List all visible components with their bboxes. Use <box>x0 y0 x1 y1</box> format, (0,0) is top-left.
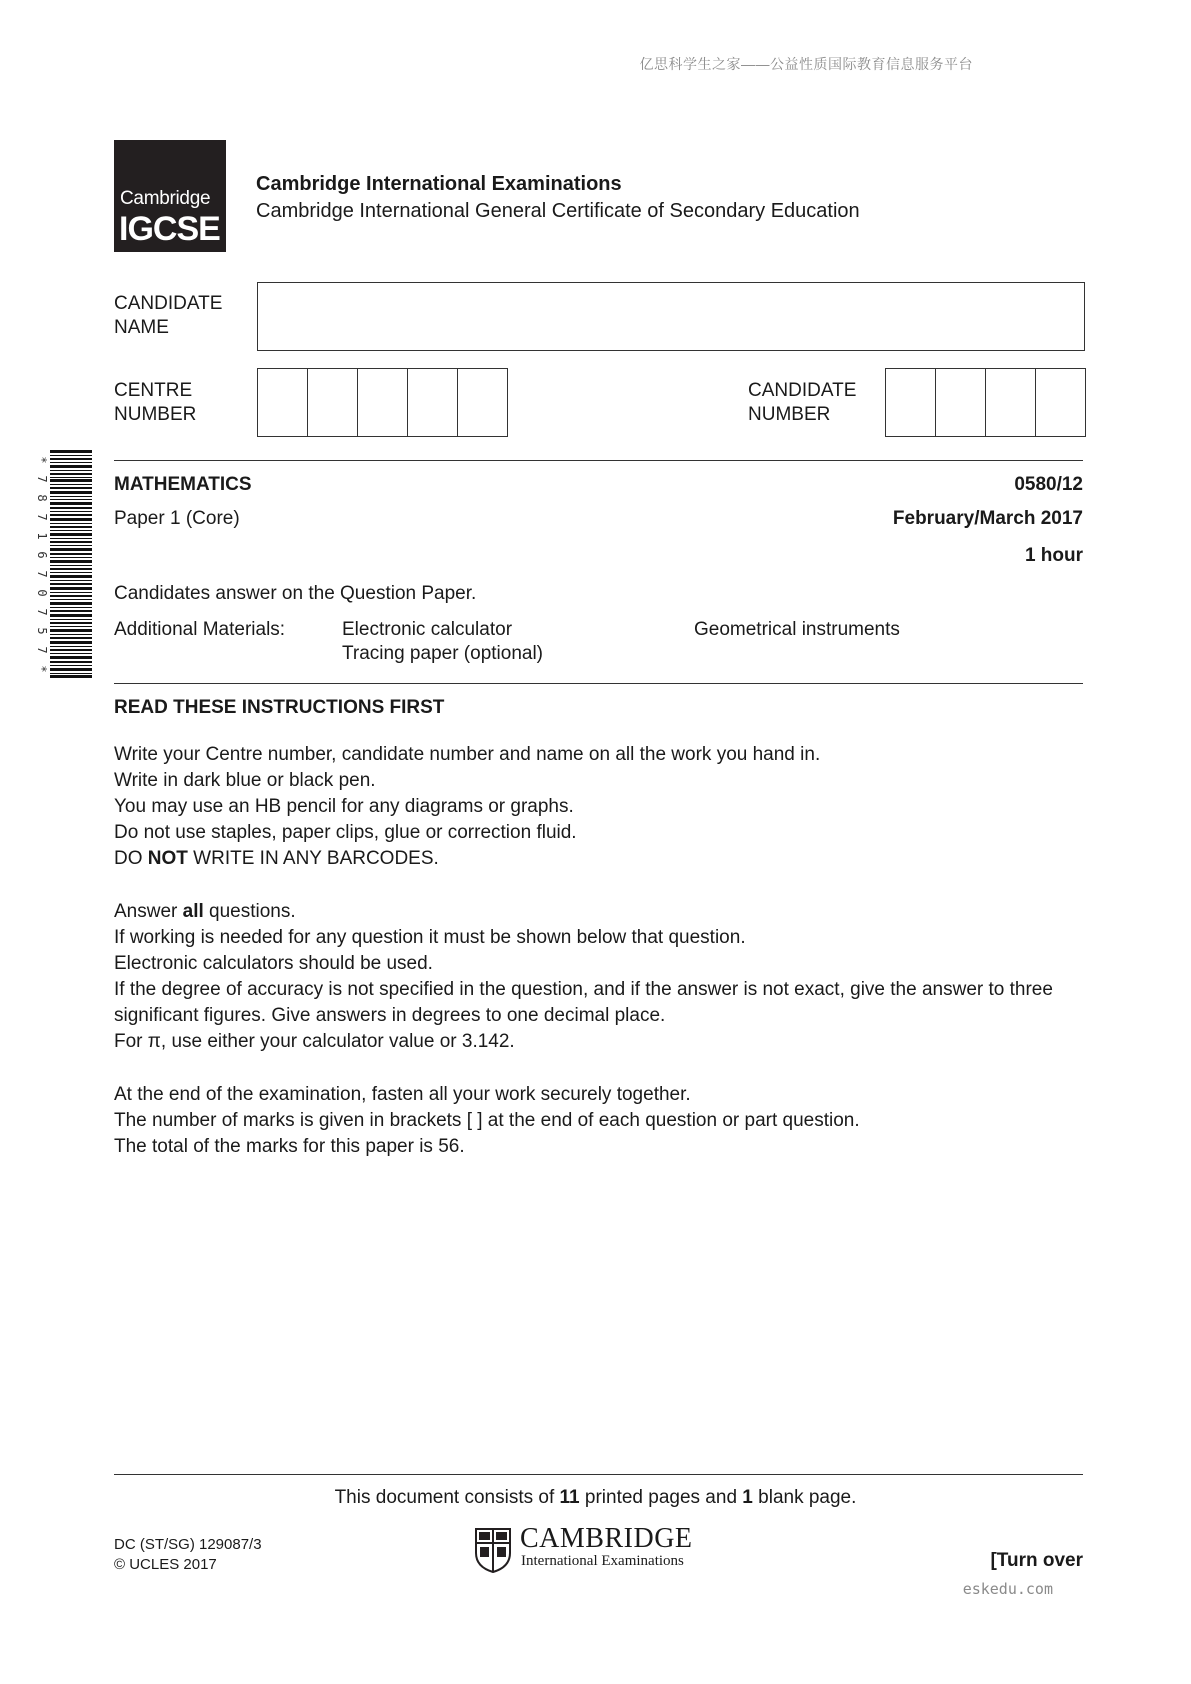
igcse-logo <box>114 140 226 252</box>
centre-number-label-l1: CENTRE <box>114 380 193 401</box>
exam-session: February/March 2017 <box>892 508 1083 529</box>
text-run: printed pages and <box>579 1487 743 1508</box>
instruction-line: The number of marks is given in brackets [ ] at the end of each question or part question. <box>114 1110 860 1131</box>
barcode-digit: * <box>35 456 49 464</box>
candidate-number-label-l1: CANDIDATE <box>748 380 857 401</box>
instruction-line: At the end of the examination, fasten all your work securely together. <box>114 1084 691 1105</box>
instruction-line-barcodes <box>114 846 1074 872</box>
barcode-digit: 6 <box>35 551 49 559</box>
syllabus-code: 0580/12 <box>1014 474 1083 495</box>
divider-top <box>114 460 1083 461</box>
divider-middle <box>114 683 1083 684</box>
turn-over: [Turn over <box>990 1550 1083 1571</box>
instruction-line: You may use an HB pencil for any diagrams or graphs. <box>114 796 574 817</box>
digit-box[interactable] <box>308 369 358 436</box>
copyright: © UCLES 2017 <box>114 1556 217 1573</box>
centre-number-label-l2: NUMBER <box>114 404 197 425</box>
digit-box[interactable] <box>258 369 308 436</box>
candidate-name-label <box>114 292 222 340</box>
answer-on-paper: Candidates answer on the Question Paper. <box>114 583 477 604</box>
barcode-digit: * <box>35 665 49 673</box>
text-run: blank page. <box>752 1487 857 1508</box>
centre-number-label <box>114 379 196 427</box>
text-run-bold: NOT <box>147 848 188 869</box>
subject-title: MATHEMATICS <box>114 474 252 495</box>
material-item: Geometrical instruments <box>694 619 900 640</box>
instruction-line: Electronic calculators should be used. <box>114 953 433 974</box>
barcode-digit: 1 <box>35 532 49 540</box>
logo-big-text: IGCSE <box>119 210 220 248</box>
candidate-name-label-l2: NAME <box>114 317 169 338</box>
cambridge-logo <box>474 1525 714 1575</box>
exam-board-subtitle: Cambridge International General Certificate of Secondary Education <box>256 200 860 222</box>
watermark-top: 亿思科学生之家——公益性质国际教育信息服务平台 <box>639 56 973 72</box>
text-run-bold: all <box>182 901 204 922</box>
text-run: questions. <box>203 901 296 922</box>
barcode <box>44 450 96 678</box>
digit-box[interactable] <box>358 369 408 436</box>
instruction-line: Write in dark blue or black pen. <box>114 770 376 791</box>
document-code <box>114 1535 262 1575</box>
exam-duration: 1 hour <box>1024 545 1083 566</box>
text-run: This document consists of <box>334 1487 560 1508</box>
divider-footer <box>114 1474 1083 1475</box>
dc-code: DC (ST/SG) 129087/3 <box>114 1536 262 1553</box>
cambridge-subtitle: International Examinations <box>521 1553 684 1569</box>
candidate-number-boxes[interactable] <box>885 368 1086 437</box>
digit-box[interactable] <box>1036 369 1085 436</box>
page-count-statement <box>0 1487 1191 1509</box>
digit-box[interactable] <box>408 369 458 436</box>
barcode-digit: 7 <box>35 646 49 654</box>
barcode-digit: 7 <box>35 513 49 521</box>
centre-number-boxes[interactable] <box>257 368 508 437</box>
barcode-digit: 5 <box>35 627 49 635</box>
barcode-digit: 7 <box>35 608 49 616</box>
instruction-line: Do not use staples, paper clips, glue or correction fluid. <box>114 822 577 843</box>
cambridge-wordmark: CAMBRIDGE <box>520 1523 693 1554</box>
instruction-line: If the degree of accuracy is not specified in the question, and if the answer is not exact, give the answer to three significant figures. Give answers in degrees to one decimal place. <box>114 979 1053 1026</box>
material-item: Electronic calculator <box>342 619 513 640</box>
instruction-line: The total of the marks for this paper is 56. <box>114 1136 465 1157</box>
barcode-digits <box>36 452 48 677</box>
candidate-number-label-l2: NUMBER <box>748 404 831 425</box>
logo-small-text: Cambridge <box>120 188 211 209</box>
crest-icon <box>474 1527 512 1573</box>
text-run-bold: 1 <box>742 1487 753 1508</box>
barcode-digit: 7 <box>35 475 49 483</box>
candidate-number-label <box>748 379 856 427</box>
material-item: Tracing paper (optional) <box>342 643 544 664</box>
text-run: Answer <box>114 901 183 922</box>
candidate-name-label-l1: CANDIDATE <box>114 293 223 314</box>
barcode-digit: 8 <box>35 494 49 502</box>
digit-box[interactable] <box>936 369 986 436</box>
instruction-line: Write your Centre number, candidate number and name on all the work you hand in. <box>114 744 821 765</box>
materials-label: Additional Materials: <box>114 619 286 640</box>
text-run: WRITE IN ANY BARCODES. <box>187 848 439 869</box>
paper-title: Paper 1 (Core) <box>114 508 240 529</box>
text-run: DO <box>114 848 148 869</box>
candidate-name-box[interactable] <box>257 282 1085 351</box>
instructions-heading: READ THESE INSTRUCTIONS FIRST <box>114 697 445 718</box>
instructions-block-3 <box>114 1082 1074 1160</box>
site-watermark: eskedu.com <box>962 1580 1053 1598</box>
digit-box[interactable] <box>986 369 1036 436</box>
text-run-bold: 11 <box>559 1487 580 1508</box>
exam-board-title: Cambridge International Examinations <box>256 173 622 195</box>
instruction-line: If working is needed for any question it must be shown below that question. <box>114 927 746 948</box>
instructions-block-1 <box>114 742 1074 872</box>
barcode-digit: 0 <box>35 589 49 597</box>
digit-box[interactable] <box>886 369 936 436</box>
instruction-line: For π, use either your calculator value or 3.142. <box>114 1031 515 1052</box>
barcode-digit: 7 <box>35 570 49 578</box>
instruction-line-answer-all <box>114 899 1074 925</box>
digit-box[interactable] <box>458 369 507 436</box>
instructions-block-2 <box>114 899 1074 1055</box>
